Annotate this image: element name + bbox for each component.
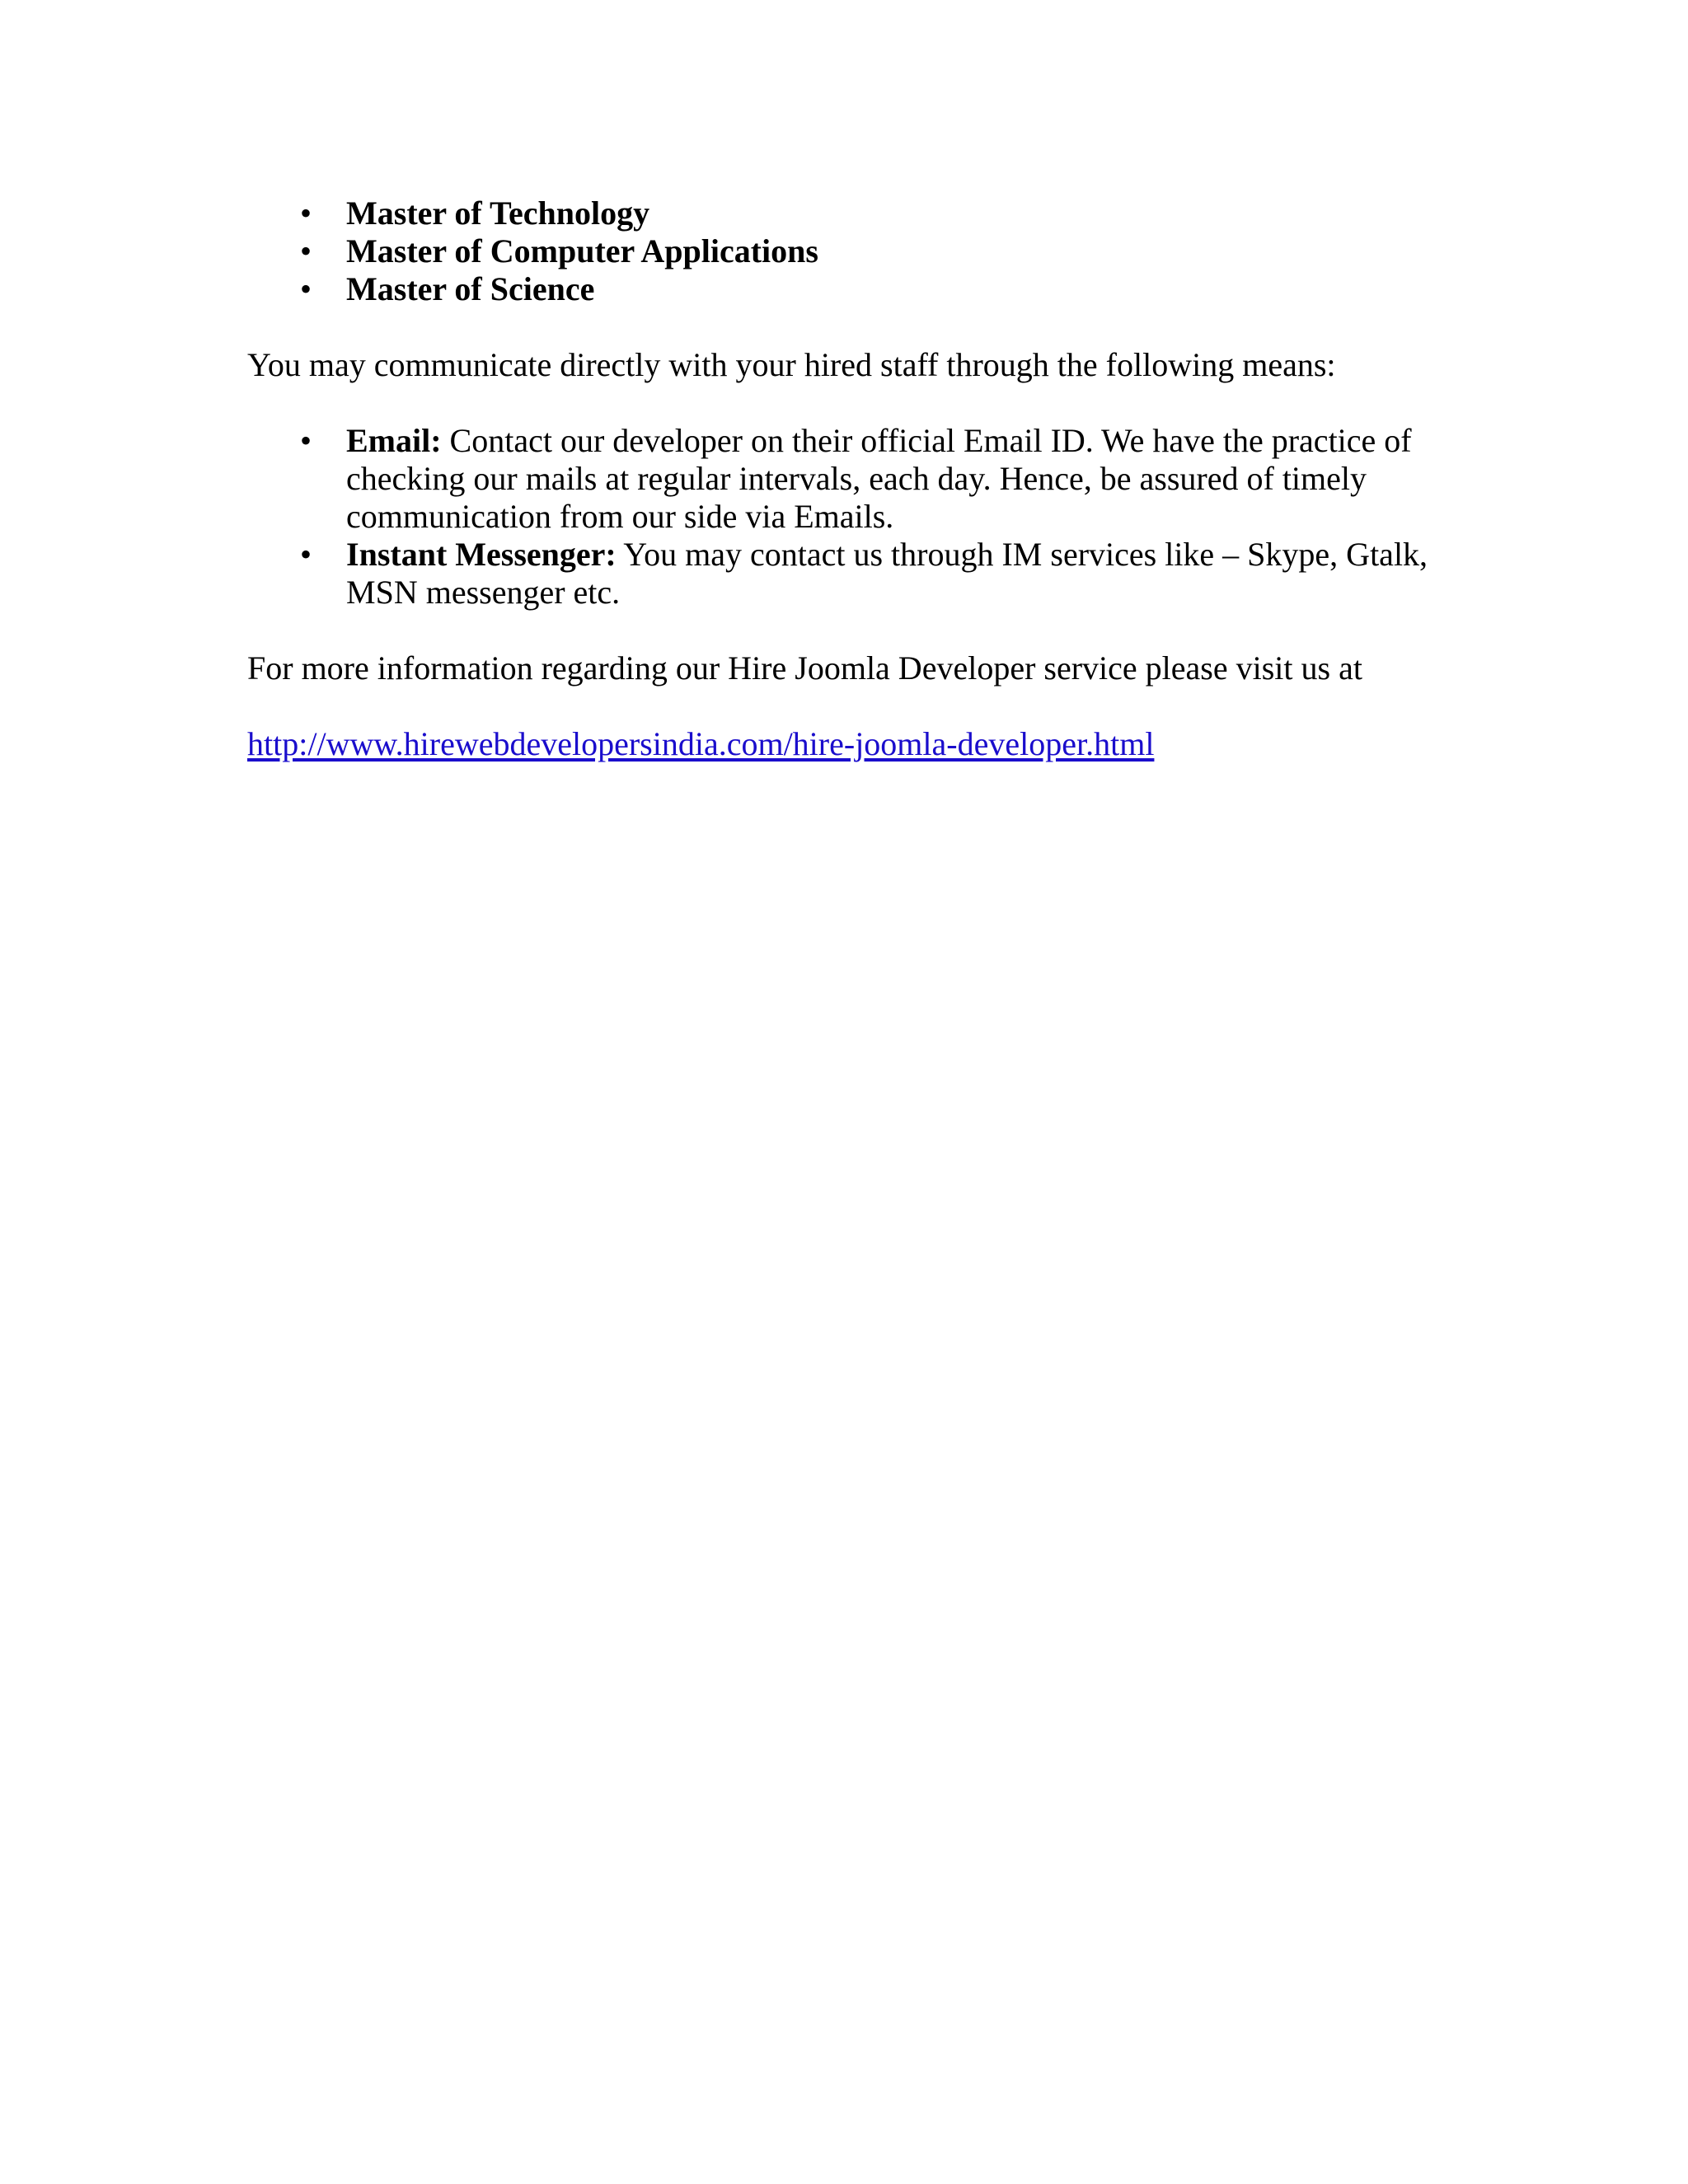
degree-list-item xyxy=(247,232,1451,270)
bullet-icon: • xyxy=(299,536,312,573)
means-description: You may contact us through IM services like – Skype, Gtalk, MSN messenger etc. xyxy=(346,536,1428,611)
spacer xyxy=(247,612,1451,649)
link-paragraph xyxy=(247,725,1451,763)
means-list-item-email xyxy=(247,422,1451,536)
spacer xyxy=(247,384,1451,422)
hire-joomla-developer-link[interactable]: http://www.hirewebdevelopersindia.com/hire-joomla-developer.html xyxy=(247,725,1155,762)
means-label: Instant Messenger: xyxy=(346,536,617,573)
degree-label: Master of Technology xyxy=(346,194,650,232)
bullet-icon: • xyxy=(299,270,312,307)
means-label: Email: xyxy=(346,422,442,459)
bullet-icon: • xyxy=(299,194,312,232)
degree-list-item xyxy=(247,270,1451,308)
degree-label: Master of Science xyxy=(346,270,595,307)
means-description: Contact our developer on their official Email ID. We have the practice of checking our mails at regular intervals, each day. Hence, be assured of timely communication from our side via Emails. xyxy=(346,422,1412,535)
degree-list xyxy=(247,194,1451,308)
communication-means-list xyxy=(247,422,1451,612)
more-info-paragraph: For more information regarding our Hire Joomla Developer service please visit us at xyxy=(247,649,1362,687)
means-list-item-instant-messenger xyxy=(247,536,1451,612)
degree-label: Master of Computer Applications xyxy=(346,232,818,269)
spacer xyxy=(247,687,1451,725)
degree-list-item xyxy=(247,194,1451,232)
spacer xyxy=(247,308,1451,346)
bullet-icon: • xyxy=(299,232,312,269)
document-body xyxy=(247,194,1451,763)
intro-paragraph: You may communicate directly with your hired staff through the following means: xyxy=(247,346,1336,383)
bullet-icon: • xyxy=(299,422,312,459)
